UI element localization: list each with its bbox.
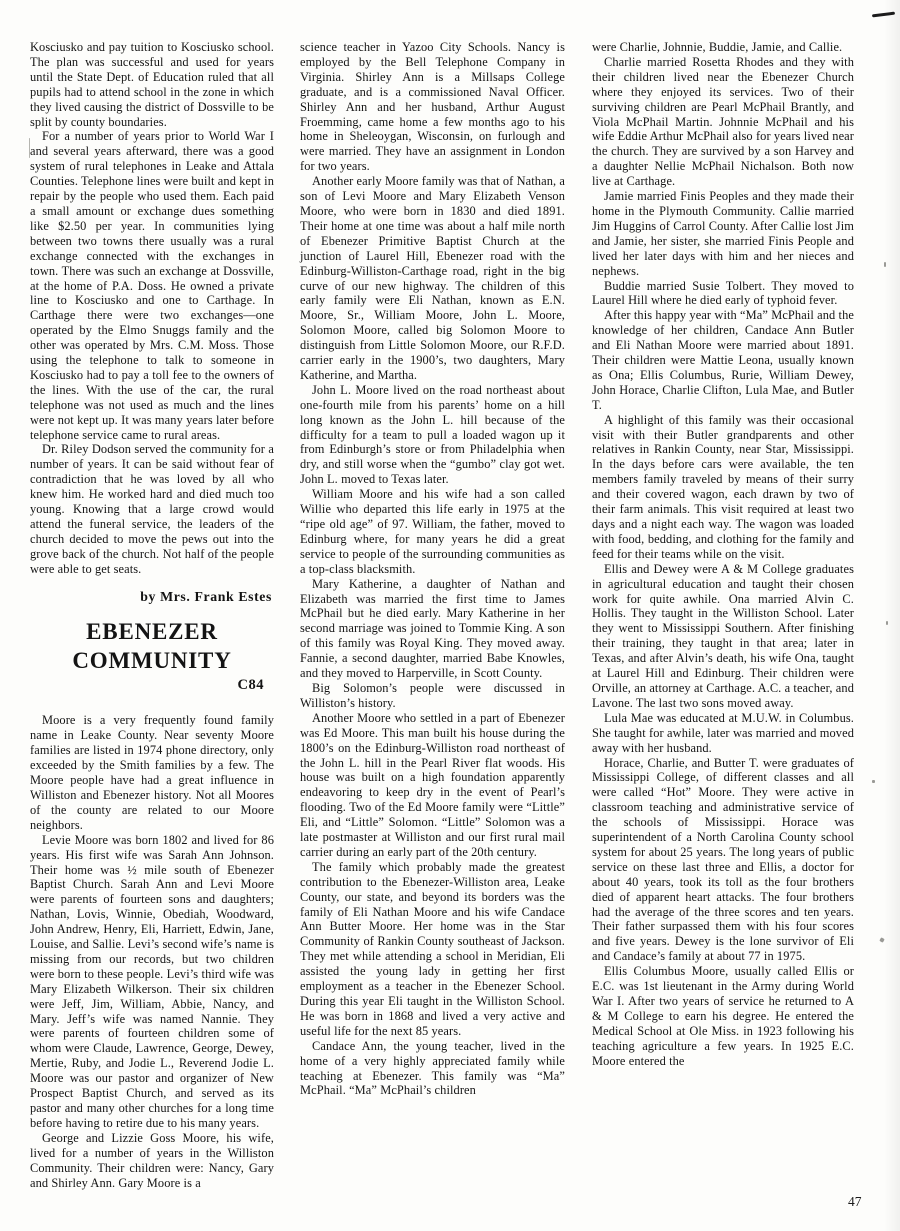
text-column-1 bbox=[30, 40, 274, 1190]
text-column-3 bbox=[592, 40, 854, 1069]
scan-speck bbox=[886, 621, 888, 625]
paragraph: A highlight of this family was their occasional visit with their Butler grandparents and other relatives in Rankin County, near Star, Mississippi. In the days before cars were available, the ten members family traveled by means of their surry and their covered wagon, each drawn by two of their farm animals. This visit required at least two days and a night each way. The wagon was loaded with food, bedding, and clothing for the family and feed for their teams while on the visit. bbox=[592, 412, 854, 561]
scan-speck bbox=[872, 780, 875, 783]
section-heading-line: COMMUNITY bbox=[72, 647, 232, 673]
paragraph: Ellis Columbus Moore, usually called Ellis or E.C. was 1st lieutenant in the Army during World War I. After two years of service he returned to A & M College to earn his degree. He entered the Medical School at Ole Miss. in 1923 following his teaching agriculture a few years. In 1925 E.C. Moore entered the bbox=[592, 964, 854, 1068]
author-byline: by Mrs. Frank Estes bbox=[140, 588, 272, 604]
paragraph: George and Lizzie Goss Moore, his wife, lived for a number of years in the Williston Community. Their children were: Nancy, Gary and Shirley Ann. Gary Moore is a bbox=[30, 1130, 274, 1190]
page-edge-shadow bbox=[884, 0, 900, 1231]
paragraph: The family which probably made the greatest contribution to the Ebenezer-Williston area, Leake County, our state, and beyond its borders was the family of Eli Nathan Moore and his wife Candace Ann Butter Moore. Her home was in the Star Community of Rankin County southeast of Jackson. They met while attending a school in Meridian, Eli assisted the young lady in getting her first employment as a teacher in the Ebenezer School. During this year Eli taught in the Williston School. He was born in 1868 and lived a very active and useful life for the next 85 years. bbox=[300, 859, 565, 1038]
paragraph: Another early Moore family was that of Nathan, a son of Levi Moore and Mary Elizabeth Venson Moore, who were born in 1830 and died 1891. Their home at one time was about a half mile north of Ebenezer Primitive Baptist Church at the junction of Laurel Hill, Ebenezer road with the Edinburg-Williston-Carthage road, right in the big curve of our new highway. The children of this early family were Eli Nathan, known as E.N. Moore, Sr., William Moore, John L. Moore, Solomon Moore, called big Solomon Moore to distinguish from Little Solomon Moore, our R.F.D. carrier early in the 1900’s, two daughters, Mary Katherine, and Martha. bbox=[300, 174, 565, 382]
paragraph: Mary Katherine, a daughter of Nathan and Elizabeth was married the first time to James McPhail but he died early. Mary Katherine in her second marriage was joined to Tommie King. A son of this family was Royal King. They moved away. Fannie, a second daughter, married Babe Knowles, and they moved to Harperville, in Scott County. bbox=[300, 576, 565, 681]
paragraph: Another Moore who settled in a part of Ebenezer was Ed Moore. This man built his house during the 1800’s on the Edinburg-Williston road northeast of the John L. hill in the Pearl River flat woods. His house was built on a high foundation apparently endeavoring to keep dry in the event of Pearl’s flooding. Two of the Ed Moore family were “Little” Eli, and “Little” Solomon. “Little” Solomon was a late postmaster at Williston and our first rural mail carrier during an early part of the 20th century. bbox=[300, 710, 565, 859]
paragraph: John L. Moore lived on the road northeast about one-fourth mile from his parents’ home on a hill long known as the John L. hill because of the difficulty for a team to pull a loaded wagon up it from Edinburgh’s store or from Philadelphia when dry, and still worse when the “gumbo” clay got wet. John L. moved to Texas later. bbox=[300, 382, 565, 487]
paragraph: Kosciusko and pay tuition to Kosciusko school. The plan was successful and used for years until the State Dept. of Education ruled that all pupils had to attend school in the zone in which they lived causing the district of Dossville to be split by county boundaries. bbox=[30, 40, 274, 129]
page-number: 47 bbox=[848, 1194, 862, 1209]
scan-speck bbox=[884, 262, 886, 267]
paragraph: Horace, Charlie, and Butter T. were graduates of Mississippi College, of different classes and all were called “Hot” Moore. They were active in classroom teaching and administrative service of the schools of Mississippi. Horace was superintendent of a North Carolina County school system for about 25 years. The long years of public service on these last three and Ellis, a doctor for about 40 years, took its toll as the four brothers died of apparent heart attacks. The four brothers had the average of the three scores and ten years. Their father surpassed them with his four scores and five years. Dewey is the lone survivor of Eli and Candace’s family at about 77 in 1975. bbox=[592, 755, 854, 964]
paragraph: William Moore and his wife had a son called Willie who departed this life early in 1975 at the “ripe old age” of 97. William, the father, moved to Edinburg where, for many years he did a great service to people of the surrounding communities as a top-class blacksmith. bbox=[300, 487, 565, 576]
paragraph: Moore is a very frequently found family name in Leake County. Near seventy Moore families are listed in 1974 phone directory, only exceeded by the Smith families by a few. The Moore people have had a great influence in Williston and Ebenezer history. Not all Moores of the county are related to our Moore neighbors. bbox=[30, 713, 274, 832]
paragraph: were Charlie, Johnnie, Buddie, Jamie, and Callie. bbox=[592, 40, 843, 54]
paragraph: Ellis and Dewey were A & M College graduates in agricultural education and taught their chosen work for quite awhile. Ona married Alvin C. Hollis. They taught in the Williston School. Later they went to Mississippi Southern. After finishing their training, they taught in that area; later in Texas, and after Alvin’s death, his wife Ona, taught at Laurel Hill and Edinburg. Their children were Orville, an attorney at Carthage. A.C. a teacher, and Lavone. The last two sons moved away. bbox=[592, 561, 854, 710]
section-heading-line: EBENEZER bbox=[86, 618, 218, 644]
paragraph: After this happy year with “Ma” McPhail and the knowledge of her children, Candace Ann Butler and Eli Nathan Moore were married about 1891. Their children were Mattie Leona, usually known as Ona; Ellis Columbus, Rurie, William Dewey, John Horace, Charlie Clifton, Lula Mae, and Butler T. bbox=[592, 308, 854, 412]
paragraph: Dr. Riley Dodson served the community for a number of years. It can be said without fear of contradiction that he was loved by all who knew him. He worked hard and died much too young. Knowing that a large crowd would attend the funeral service, the leaders of the church decided to move the pews out into the grove back of the church. Not half of the people were able to get seats. bbox=[30, 442, 274, 576]
paragraph: science teacher in Yazoo City Schools. Nancy is employed by the Bell Telephone Company in Virginia. Shirley Ann is a Millsaps College graduate, and is a commissioned Naval Officer. Shirley Ann and her husband, Arthur August Froemming, came home a few months ago to his home in Sheleoygan, Wisconsin, on furlough and were married. They have an assignment in London for two years. bbox=[300, 40, 565, 174]
section-heading bbox=[30, 617, 274, 675]
paragraph: Buddie married Susie Tolbert. They moved to Laurel Hill where he died early of typhoid fever. bbox=[592, 278, 854, 308]
paragraph: For a number of years prior to World War I and several years afterward, there was a good system of rural telephones in Leake and Attala Counties. Telephone lines were built and kept in repair by the people who used them. Each paid a small amount or exchange dues something like $2.50 per year. In communities lying between two towns there usually was a rural exchange connected with the exchanges in town. There was such an exchange at Dossville, at the home of P.A. Doss. He owned a private line to Kosciusko and one to Carthage. In Carthage there were two exchanges—one operated by the Elmo Snuggs family and the other was operated by Mrs. C.M. Moss. Those using the telephone to talk to someone in Kosciusko had to pay a toll fee to the owners of the lines. With the use of the car, the rural telephone was not used as much and the lines were not kept up. It was many years later before telephone service came to rural areas. bbox=[30, 129, 274, 442]
section-code: C84 bbox=[237, 676, 264, 693]
paragraph: Levie Moore was born 1802 and lived for 86 years. His first wife was Sarah Ann Johnson. Their home was ½ mile south of Ebenezer Baptist Church. Sarah Ann and Levi Moore were parents of fourteen sons and daughters; Nathan, Lovis, Winnie, Obediah, Woodward, John Andrew, Henry, Eli, Harriett, Edwin, Jane, Louise, and Sallie. Levi’s second wife’s name is missing from our records, but two children were born to these people. Levi’s third wife was Mary Elizabeth Wilkerson. Their six children were Jeff, Jim, William, Abbie, Nancy, and Mary. Jeff’s wife was named Nannie. They were parents of fourteen children some of whom were Claude, Lawrence, George, Dewey, Mertie, Ruby, and Jodie L., Reverend Jodie L. Moore was our pastor and organizer of New Prospect Baptist Church, and served as its pastor and many other churches for a long time before having to retire due to his many years. bbox=[30, 832, 274, 1130]
text-column-2 bbox=[300, 40, 565, 1098]
paragraph: Lula Mae was educated at M.U.W. in Columbus. She taught for awhile, later was married and moved away with her husband. bbox=[592, 710, 854, 755]
paragraph: Charlie married Rosetta Rhodes and they with their children lived near the Ebenezer Church where they enjoyed its services. Two of their surviving children are Pearl McPhail Brantly, and Viola McPhail Martin. Johnnie McPhail and his wife Eddie Arthur McPhail also for years lived near the church. They are survived by a son Harvey and a daughter Nellie McPhail Nichalson. Both now live at Carthage. bbox=[592, 54, 854, 189]
paragraph: Big Solomon’s people were discussed in Williston’s history. bbox=[300, 680, 565, 710]
paragraph: Jamie married Finis Peoples and they made their home in the Plymouth Community. Callie married Jim Huggins of Carrol County. After Callie lost Jim and Jamie, her sister, she married Finis People and lived her later days with him and her nieces and nephews. bbox=[592, 189, 854, 278]
paragraph: Candace Ann, the young teacher, lived in the home of a very highly appreciated family while teaching at Ebenezer. This family was “Ma” McPhail. “Ma” McPhail’s children bbox=[300, 1038, 565, 1098]
